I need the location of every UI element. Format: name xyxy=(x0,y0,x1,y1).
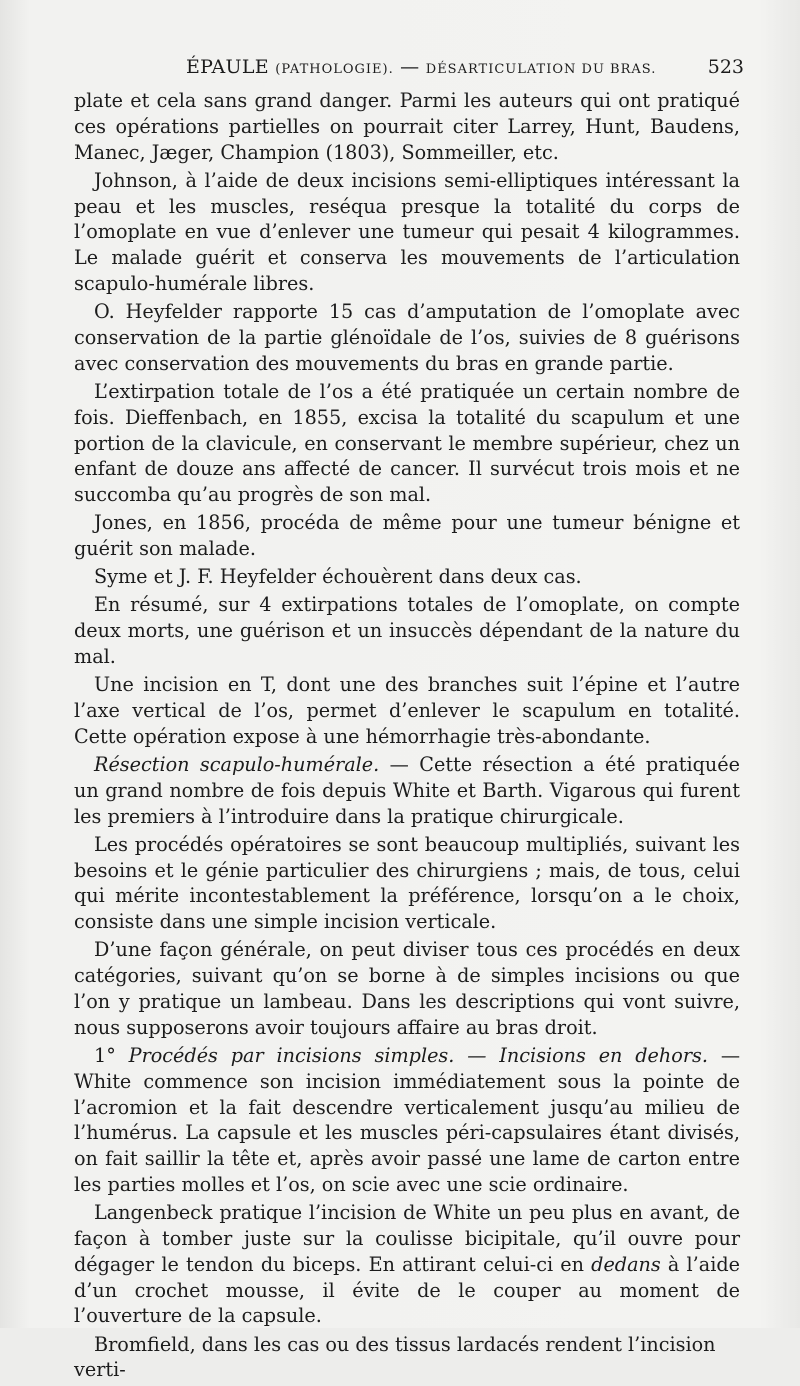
paragraph: Johnson, à l’aide de deux incisions semi-elliptiques intéressant la peau et les muscles, reséqua presque la totalité du corps de l’omoplate en vue d’enlever une tumeur qui pesait 4 kilogrammes. Le malade guérit et conserva les mouvements de l’articulation scapulo-humérale libres. xyxy=(74,168,740,295)
title-section: DÉSARTICULATION DU BRAS. xyxy=(425,62,657,77)
section-heading-italic: Résection scapulo-humérale. xyxy=(94,753,380,777)
title-main: ÉPAULE xyxy=(186,56,269,78)
paragraph: plate et cela sans grand danger. Parmi les auteurs qui ont pratiqué ces opérations partielles on pourrait citer Larrey, Hunt, Baudens, Manec, Jæger, Champion (1803), Sommeiller, etc. xyxy=(74,89,740,164)
paragraph-text: — White commence son incision immédiatement sous la pointe de l’acromion et la fait descendre verticalement jusqu’au milieu de l’humérus. La capsule et les muscles péri-capsulaires étant divisés, on fait saillir la tête et, après avoir passé une lame de carton entre les parties molles et l’os, on scie avec une scie ordinaire. xyxy=(74,1043,741,1196)
paragraph: L’extirpation totale de l’os a été pratiquée un certain nombre de fois. Dieffenbach, en 1855, excisa la totalité du scapulum et une portion de la clavicule, en conservant le membre supérieur, chez un enfant de douze ans affecté de cancer. Il survécut trois mois et ne succomba qu’au progrès de son mal. xyxy=(74,379,740,507)
paragraph xyxy=(74,752,740,829)
paragraph: D’une façon générale, on peut diviser tous ces procédés en deux catégories, suivant qu’on se borne à de simples incisions ou que l’on y pratique un lambeau. Dans les descriptions qui vont suivre, nous supposerons avoir toujours affaire au bras droit. xyxy=(74,938,740,1039)
paragraph: Bromfield, dans les cas ou des tissus lardacés rendent l’incision verti- xyxy=(74,1332,716,1382)
paragraph: Une incision en T, dont une des branches suit l’épine et l’autre l’axe vertical de l’os, permet d’enlever le scapulum en totalité. Cette opération expose à une hémorrhagie très-abondante. xyxy=(74,673,740,748)
paragraph xyxy=(74,1200,740,1329)
paragraph: Les procédés opératoires se sont beaucoup multipliés, suivant les besoins et le génie particulier des chirurgiens ; mais, de tous, celui qui mérite incontestablement la préférence, lorsqu’on a le choix, consiste dans une simple incision verticale. xyxy=(74,832,740,934)
section-heading-italic: Procédés par incisions simples. — Incisions en dehors. xyxy=(128,1043,708,1067)
paragraph: O. Heyfelder rapporte 15 cas d’amputation de l’omoplate avec conservation de la partie glénoïdale de l’os, suivies de 8 guérisons avec conservation des mouvements du bras en grande partie. xyxy=(74,300,740,375)
paragraph-text: Langenbeck pratique l’incision de White un peu plus en avant, de façon à tomber juste sur la coulisse bicipitale, qu’il ouvre pour dégager le tendon du biceps. En attirant celui-ci en xyxy=(74,1201,740,1276)
italic-word: dedans xyxy=(591,1252,661,1276)
running-title xyxy=(186,56,656,78)
title-sub: (PATHOLOGIE). xyxy=(275,62,394,77)
running-header xyxy=(74,56,744,86)
paragraph-prefix: 1° xyxy=(94,1043,129,1067)
paragraph-text: à l’aide d’un crochet mousse, il évite de le couper au moment de l’ouverture de la capsule. xyxy=(74,1252,740,1328)
paragraph xyxy=(74,1043,740,1198)
paragraph: Jones, en 1856, procéda de même pour une tumeur bénigne et guérit son malade. xyxy=(74,511,740,561)
title-dash: — xyxy=(400,56,420,78)
body-text xyxy=(74,88,740,1386)
paragraph: En résumé, sur 4 extirpations totales de l’omoplate, on compte deux morts, une guérison et un insuccès dépendant de la nature du mal. xyxy=(74,593,740,669)
page-number: 523 xyxy=(707,56,744,78)
paragraph-text: — Cette résection a été pratiquée un grand nombre de fois depuis White et Barth. Vigarous qui furent les premiers à l’introduire dans la pratique chirurgicale. xyxy=(74,753,740,828)
paragraph: Syme et J. F. Heyfelder échouèrent dans deux cas. xyxy=(94,565,582,589)
